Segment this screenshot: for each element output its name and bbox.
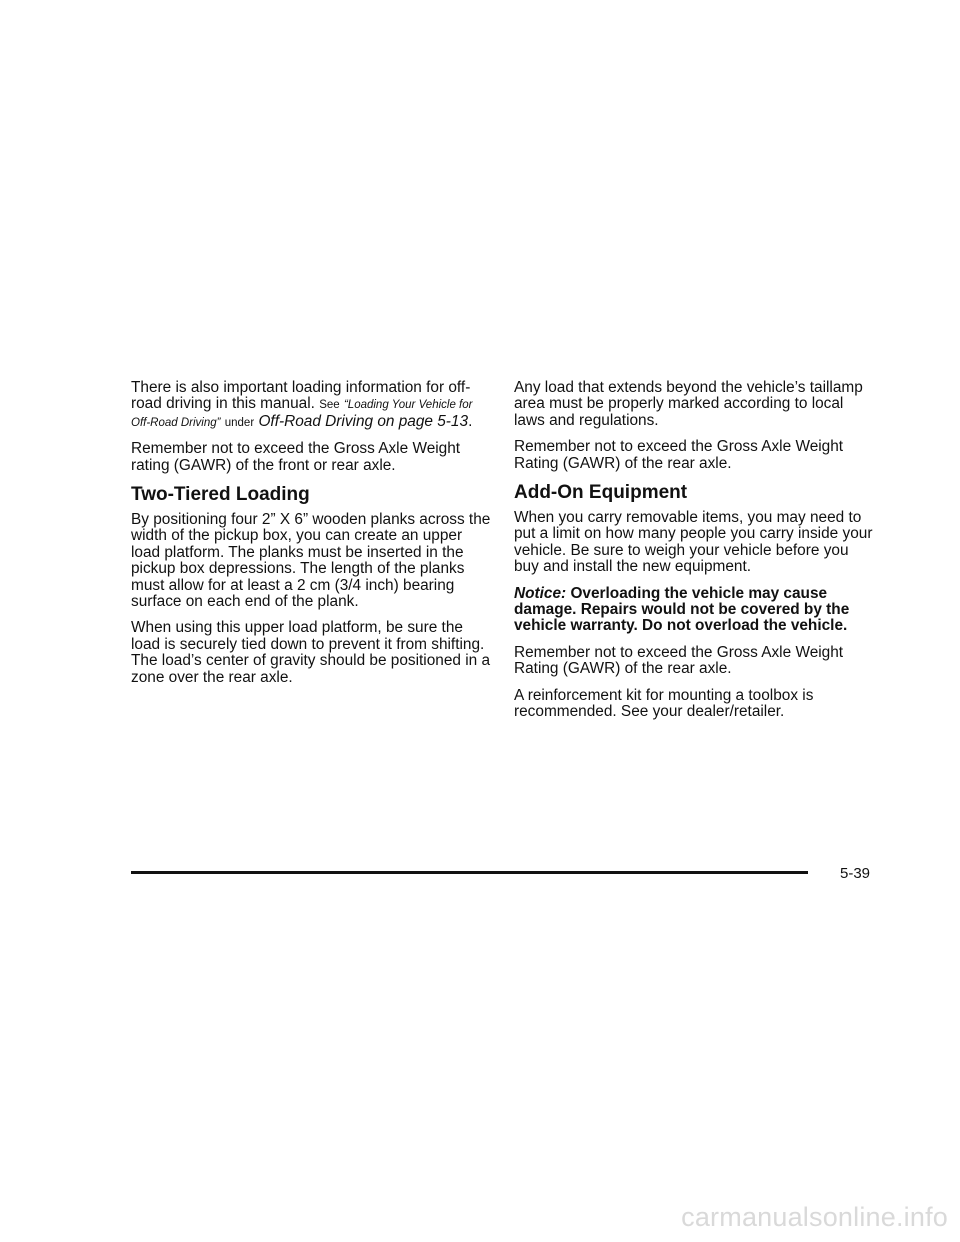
gawr-rear-reminder-paragraph: Remember not to exceed the Gross Axle Weight Rating (GAWR) of the rear axle. [514,643,844,678]
gawr-rear-paragraph: Remember not to exceed the Gross Axle Weight Rating (GAWR) of the rear axle. [514,438,844,472]
notice-text: Overloading the vehicle may cause damage. Repairs would not be covered by the vehicle warranty. Do not overload the vehicle. [514,584,850,635]
gawr-front-rear-paragraph: Remember not to exceed the Gross Axle Weight rating (GAWR) of the front or rear axle. [131,440,461,474]
notice-paragraph [514,586,876,635]
right-column [514,380,876,731]
site-watermark: carmanualsonline.info [681,1202,948,1232]
page-number: 5-39 [840,865,871,882]
toolbox-kit-paragraph: A reinforcement kit for mounting a toolbox is recommended. See your dealer/retailer. [514,686,814,721]
footer-rule [131,871,808,874]
removable-items-paragraph: When you carry removable items, you may need to put a limit on how many people you carry inside your vehicle. Be sure to weigh your vehicle before you buy and install the new equipment. [514,509,873,576]
offroad-loading-paragraph [131,380,493,431]
taillamp-load-paragraph: Any load that extends beyond the vehicle’s taillamp area must be properly marked according to local laws and regulations. [514,379,863,429]
offroad-driving-page-reference[interactable]: Off-Road Driving on page 5-13 [258,412,469,430]
left-column [131,380,493,696]
two-tiered-loading-heading: Two-Tiered Loading [131,484,310,506]
add-on-equipment-heading: Add-On Equipment [514,482,688,504]
under-word: under [224,416,255,429]
reference-period: . [468,412,473,430]
notice-label: Notice: [514,584,567,602]
upper-platform-paragraph: When using this upper load platform, be sure the load is securely tied down to prevent it from shifting. The load’s center of gravity should be positioned in a zone over the rear axle. [131,619,491,686]
loading-offroad-reference[interactable]: “Loading Your Vehicle for Off-Road Driving” [131,399,473,429]
see-word: See [319,399,340,412]
planks-paragraph: By positioning four 2” X 6” wooden planks across the width of the pickup box, you can create an upper load platform. The planks must be inserted in the pickup box depressions. The length of the planks must allow for at least a 2 cm (3/4 inch) bearing surface on each end of the plank. [131,511,491,611]
offroad-loading-text: There is also important loading information for off-road driving in this manual. [131,379,471,413]
